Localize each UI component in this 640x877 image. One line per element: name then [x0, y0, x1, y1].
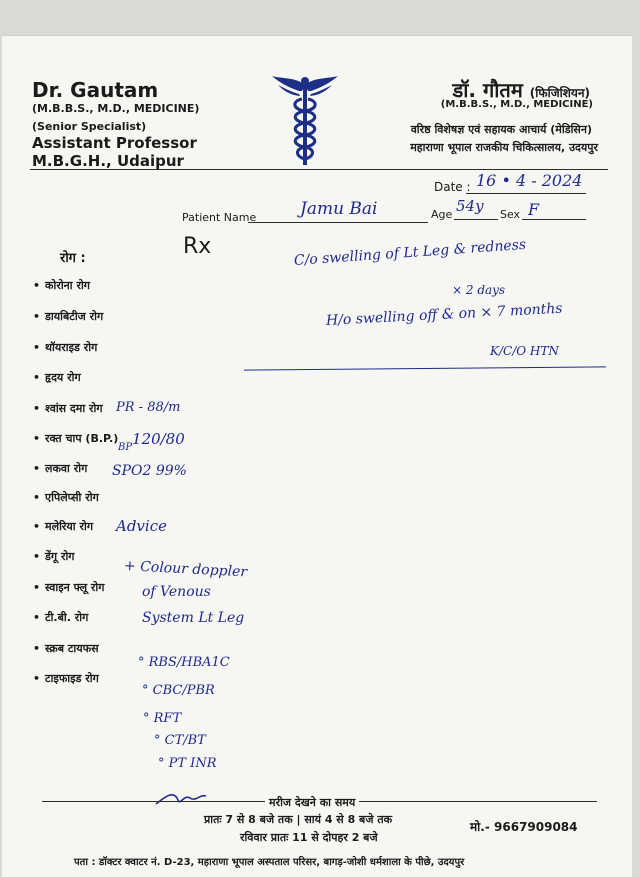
disease-item: • कोरोना रोग — [33, 278, 90, 293]
caduceus-icon — [272, 73, 338, 169]
visiting-hours-sunday: रविवार प्रातः 11 से दोपहर 2 बजे — [240, 831, 378, 844]
advice-line-3: System Lt Leg — [142, 610, 245, 626]
advice-line-2: of Venous — [142, 584, 211, 600]
patient-name-line — [248, 222, 428, 223]
bp-value: 120/80 — [132, 430, 185, 448]
sex-label: Sex — [500, 208, 521, 221]
doctor-degrees-hi: (M.B.B.S., M.D., MEDICINE) — [440, 99, 593, 110]
patient-name-label: Patient Name — [182, 211, 257, 224]
disease-item: • हृदय रोग — [33, 370, 81, 385]
signature-mark — [150, 786, 210, 810]
disease-item: • श्वांस दमा रोग — [33, 401, 103, 416]
age-value: 54y — [456, 197, 484, 215]
date-line — [466, 193, 586, 194]
advice-line-1: + Colour doppler — [123, 558, 248, 581]
mobile-number: मो.- 9667909084 — [470, 820, 578, 834]
doctor-specialist-en: (Senior Specialist) — [32, 120, 147, 133]
investigation-1: ° RBS/HBA1C — [138, 655, 230, 670]
header-divider — [30, 169, 608, 170]
investigation-4: ° CT/BT — [154, 733, 206, 748]
visiting-hours-weekday: प्रातः 7 से 8 बजे तक | सायं 4 से 8 बजे तक — [204, 813, 393, 826]
doctor-name-en: Dr. Gautam — [32, 78, 159, 102]
age-label: Age — [431, 208, 453, 221]
doctor-hospital-hi: महाराणा भूपाल राजकीय चिकित्सालय, उदयपुर — [410, 141, 598, 154]
disease-item: • टाइफाइड रोग — [33, 671, 99, 686]
patient-name-value: Jamu Bai — [300, 199, 378, 219]
doctor-degrees-en: (M.B.B.S., M.D., MEDICINE) — [32, 102, 200, 115]
doctor-position-en: Assistant Professor — [32, 134, 197, 152]
investigation-5: ° PT INR — [158, 756, 217, 771]
diseases-heading: रोग : — [60, 251, 86, 266]
investigation-2: ° CBC/PBR — [142, 683, 215, 698]
disease-item: • लकवा रोग — [33, 461, 87, 476]
spo2-value: SPO2 99% — [112, 463, 187, 479]
doctor-institution-en: M.B.G.H., Udaipur — [32, 152, 184, 170]
complaint-line-2: × 2 days — [452, 283, 506, 297]
visiting-hours-heading: मरीज देखने का समय — [265, 795, 359, 810]
history-line-1: H/o swelling off & on × 7 months — [325, 300, 563, 329]
doctor-title-hi: वरिष्ठ विशेषज्ञ एवं सहायक आचार्य (मेडिसिन) — [410, 123, 592, 136]
disease-item: • टी.बी. रोग — [33, 610, 88, 625]
date-value: 16 • 4 - 2024 — [476, 171, 583, 190]
sex-value: F — [528, 200, 540, 219]
doctor-name-hi-text: डॉ. गौतम — [452, 78, 523, 102]
bp-prefix: BP — [118, 442, 133, 453]
date-label: Date : — [434, 180, 471, 194]
rx-symbol: Rx — [183, 234, 212, 259]
complaint-line-1: C/o swelling of Lt Leg & redness — [293, 236, 527, 269]
pr-value: PR - 88/m — [116, 400, 181, 415]
disease-item: • एपिलेप्सी रोग — [33, 490, 99, 505]
history-line-2: K/C/O HTN — [490, 344, 559, 358]
disease-item: • मलेरिया रोग — [33, 519, 93, 534]
disease-item: • डेंगू रोग — [33, 549, 74, 564]
advice-heading: Advice — [116, 517, 167, 535]
disease-item: • स्वाइन फ्लू रोग — [33, 580, 104, 595]
doctor-name-hi-suffix: (फिजिशियन) — [529, 86, 590, 100]
disease-item: • स्क्रब टायफस — [33, 641, 99, 656]
disease-item: • थॉयराइड रोग — [33, 340, 97, 355]
age-line — [454, 219, 498, 220]
investigation-3: ° RFT — [143, 711, 182, 726]
disease-item: • रक्त चाप (B.P.) — [33, 431, 118, 446]
clinic-address: पता : डॉक्टर क्वाटर नं. D-23, महाराणा भूपाल अस्पताल परिसर, बागड़-जोशी धर्मशाला के पीछे, उदयपुर — [74, 857, 465, 868]
sex-line — [522, 219, 586, 220]
disease-item: • डायबिटीज रोग — [33, 309, 103, 324]
